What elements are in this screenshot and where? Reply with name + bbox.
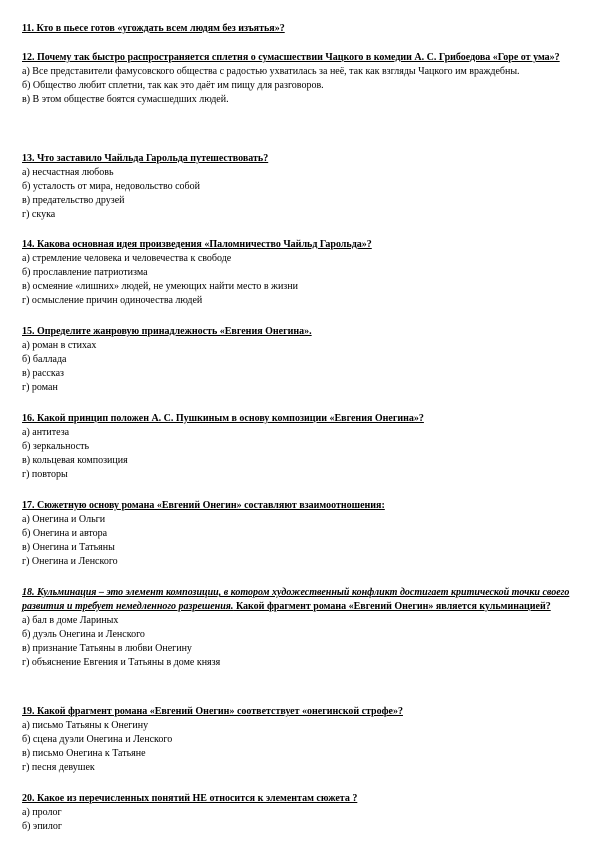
answer-option: г) повторы: [22, 469, 68, 480]
answer-option: б) зеркальность: [22, 441, 90, 452]
question-13: [22, 152, 577, 222]
answer-option: а) Онегина и Ольги: [22, 514, 106, 525]
question-16: [22, 412, 577, 482]
question-14: [22, 238, 577, 308]
answer-option: а) Все представители фамусовского общества с радостью ухватилась за неё, так как взгляды Чацкого им враждебны.: [22, 66, 520, 77]
answer-option: в) кольцевая композиция: [22, 455, 128, 466]
answer-option: а) роман в стихах: [22, 340, 97, 351]
question-20: [22, 792, 577, 834]
question-title: [22, 586, 577, 614]
answer-option: г) объяснение Евгения и Татьяны в доме князя: [22, 657, 221, 668]
answer-option: б) прославление патриотизма: [22, 267, 148, 278]
answer-option: а) стремление человека и человечества к свободе: [22, 253, 232, 264]
answer-option: в) В этом обществе боятся сумасшедших людей.: [22, 94, 229, 105]
answer-option: б) баллада: [22, 354, 67, 365]
answer-option: в) признание Татьяны в любви Онегину: [22, 643, 192, 654]
answer-option: в) предательство друзей: [22, 195, 125, 206]
question-prompt: Какой фрагмент романа «Евгений Онегин» является кульминацией?: [233, 601, 551, 612]
question-title: 16. Какой принцип положен А. С. Пушкиным в основу композиции «Евгения Онегина»?: [22, 413, 424, 424]
answer-option: г) Онегина и Ленского: [22, 556, 118, 567]
answer-option: г) скука: [22, 209, 56, 220]
answer-option: а) письмо Татьяны к Онегину: [22, 720, 149, 731]
answer-option: а) пролог: [22, 807, 62, 818]
question-title: 12. Почему так быстро распространяется сплетня о сумасшествии Чацкого в комедии А. С. Грибоедова «Горе от ума»?: [22, 52, 560, 63]
answer-option: в) Онегина и Татьяны: [22, 542, 115, 553]
question-15: [22, 325, 577, 395]
answer-option: г) осмысление причин одиночества людей: [22, 295, 203, 306]
answer-option: а) антитеза: [22, 427, 70, 438]
answer-option: б) Общество любит сплетни, так как это даёт им пищу для разговоров.: [22, 80, 324, 91]
question-title: 14. Какова основная идея произведения «Паломничество Чайльд Гарольда»?: [22, 239, 372, 250]
question-title: 13. Что заставило Чайльда Гарольда путешествовать?: [22, 153, 269, 164]
question-title: 17. Сюжетную основу романа «Евгений Онегин» составляют взаимоотношения:: [22, 500, 385, 511]
answer-option: б) Онегина и автора: [22, 528, 108, 539]
question-title: 15. Определите жанровую принадлежность «Евгения Онегина».: [22, 326, 312, 337]
question-19: [22, 705, 577, 775]
answer-option: б) сцена дуэли Онегина и Ленского: [22, 734, 173, 745]
answer-option: а) бал в доме Лариных: [22, 615, 119, 626]
answer-option: б) дуэль Онегина и Ленского: [22, 629, 145, 640]
answer-option: г) песня девушек: [22, 762, 95, 773]
answer-option: б) эпилог: [22, 821, 63, 832]
question-title: 11. Кто в пьесе готов «угождать всем людям без изъятья»?: [22, 23, 285, 34]
answer-option: в) рассказ: [22, 368, 64, 379]
question-title: 20. Какое из перечисленных понятий НЕ относится к элементам сюжета ?: [22, 793, 358, 804]
question-definition: 18. Кульминация – это элемент композиции, в котором художественный конфликт достигает критической точки своего развития и требует немедленного разрешения.: [22, 587, 570, 612]
question-18: [22, 586, 577, 670]
answer-option: в) письмо Онегина к Татьяне: [22, 748, 146, 759]
answer-option: г) роман: [22, 382, 58, 393]
answer-option: а) несчастная любовь: [22, 167, 114, 178]
answer-option: в) осмеяние «лишних» людей, не умеющих найти место в жизни: [22, 281, 298, 292]
question-title: 19. Какой фрагмент романа «Евгений Онегин» соответствует «онегинской строфе»?: [22, 706, 403, 717]
question-17: [22, 499, 577, 569]
question-12: [22, 51, 577, 107]
question-11: [22, 22, 577, 36]
answer-option: б) усталость от мира, недовольство собой: [22, 181, 200, 192]
